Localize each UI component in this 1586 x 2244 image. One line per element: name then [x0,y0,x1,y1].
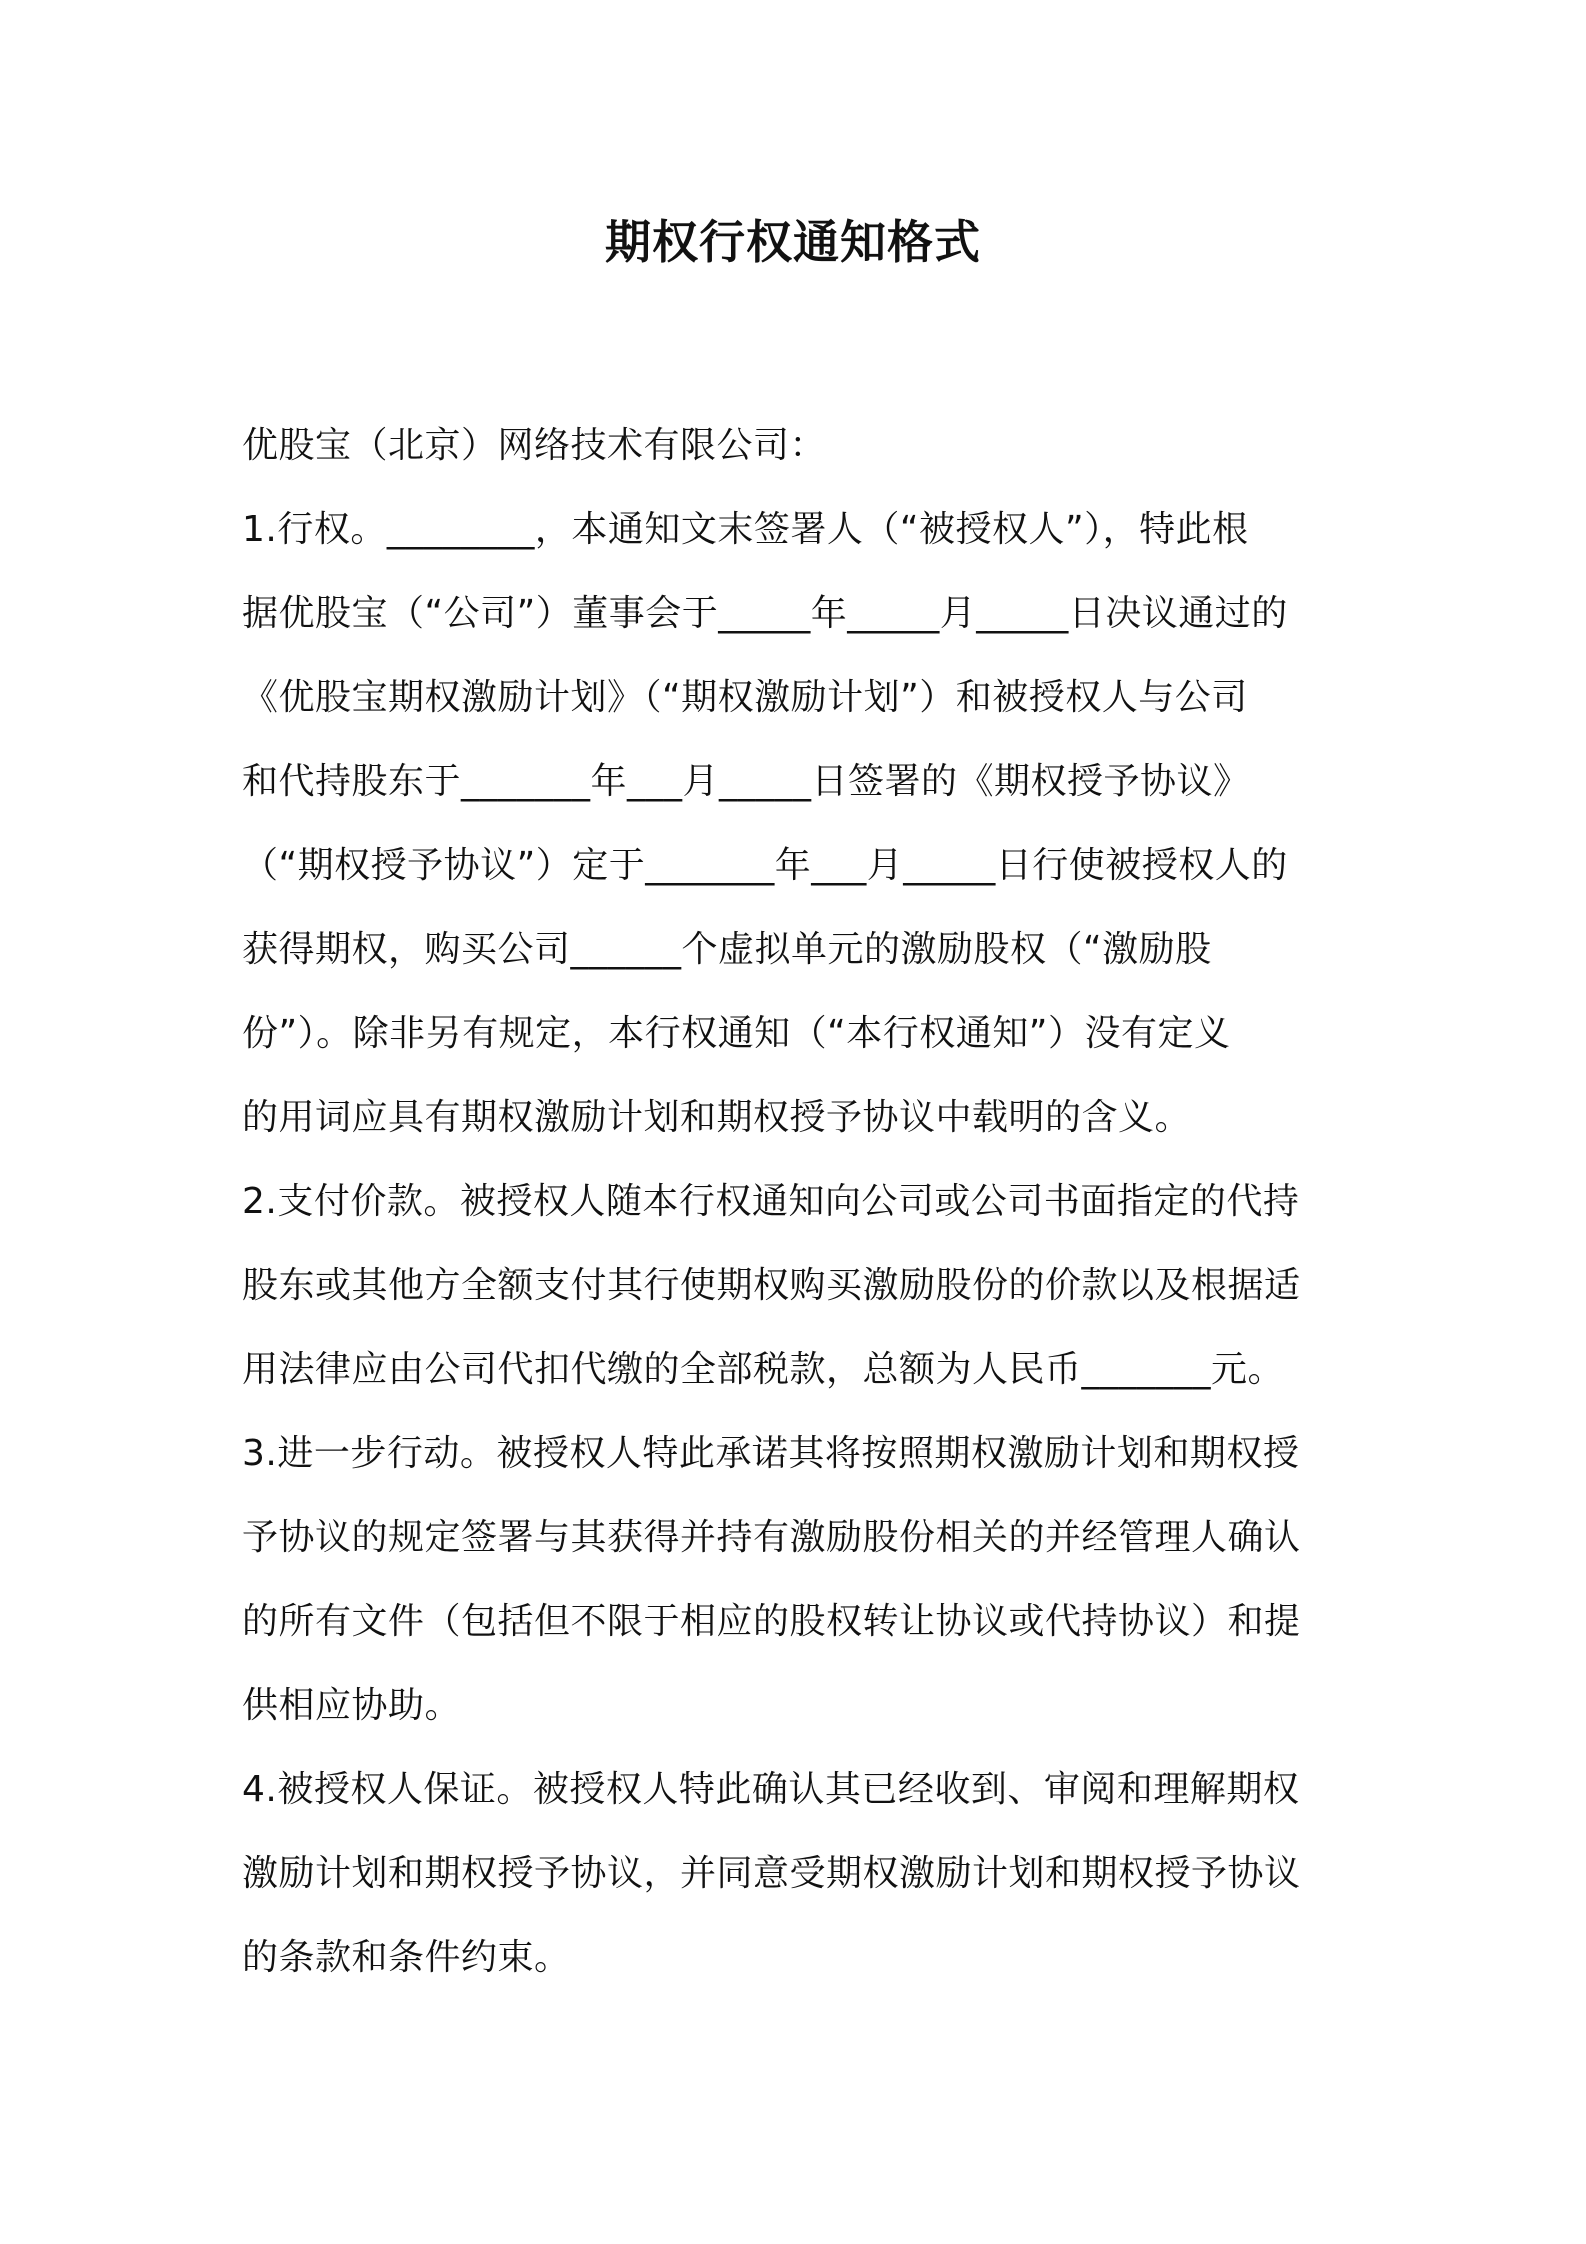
text-line: 的所有文件（包括但不限于相应的股权转让协议或代持协议）和提 [242,1601,1301,1642]
text-line: 2.支付价款。被授权人随本行权通知向公司或公司书面指定的代持 [242,1181,1300,1222]
document-body [242,404,1352,2000]
text-line: 供相应协助。 [242,1685,462,1726]
text-line: 的用词应具有期权激励计划和期权授予协议中载明的含义。 [242,1097,1192,1138]
text-line: 获得期权，购买公司______个虚拟单元的激励股权（“激励股 [242,929,1212,970]
text-line: 用法律应由公司代扣代缴的全部税款，总额为人民币_______元。 [242,1349,1285,1390]
text-line: 股东或其他方全额支付其行使期权购买激励股份的价款以及根据适 [242,1265,1301,1306]
text-line: 激励计划和期权授予协议，并同意受期权激励计划和期权授予协议 [242,1853,1301,1894]
text-line: （“期权授予协议”）定于_______年___月_____日行使被授权人的 [242,845,1288,886]
text-line: 和代持股东于_______年___月_____日签署的《期权授予协议》 [242,761,1250,802]
text-line: 3.进一步行动。被授权人特此承诺其将按照期权激励计划和期权授 [242,1433,1300,1474]
text-line: 予协议的规定签署与其获得并持有激励股份相关的并经管理人确认 [242,1517,1301,1558]
text-line: 份”）。除非另有规定，本行权通知（“本行权通知”）没有定义 [242,1013,1231,1054]
document-title: 期权行权通知格式 [605,215,981,269]
text-line: 《优股宝期权激励计划》（“期权激励计划”）和被授权人与公司 [242,677,1248,718]
text-line: 4.被授权人保证。被授权人特此确认其已经收到、审阅和理解期权 [242,1769,1300,1810]
addressee-line: 优股宝（北京）网络技术有限公司： [242,425,827,466]
text-line: 的条款和条件约束。 [242,1937,571,1978]
text-line: 据优股宝（“公司”）董事会于_____年_____月_____日决议通过的 [242,593,1288,634]
text-line: 1.行权。________，本通知文末签署人（“被授权人”），特此根 [242,509,1249,550]
